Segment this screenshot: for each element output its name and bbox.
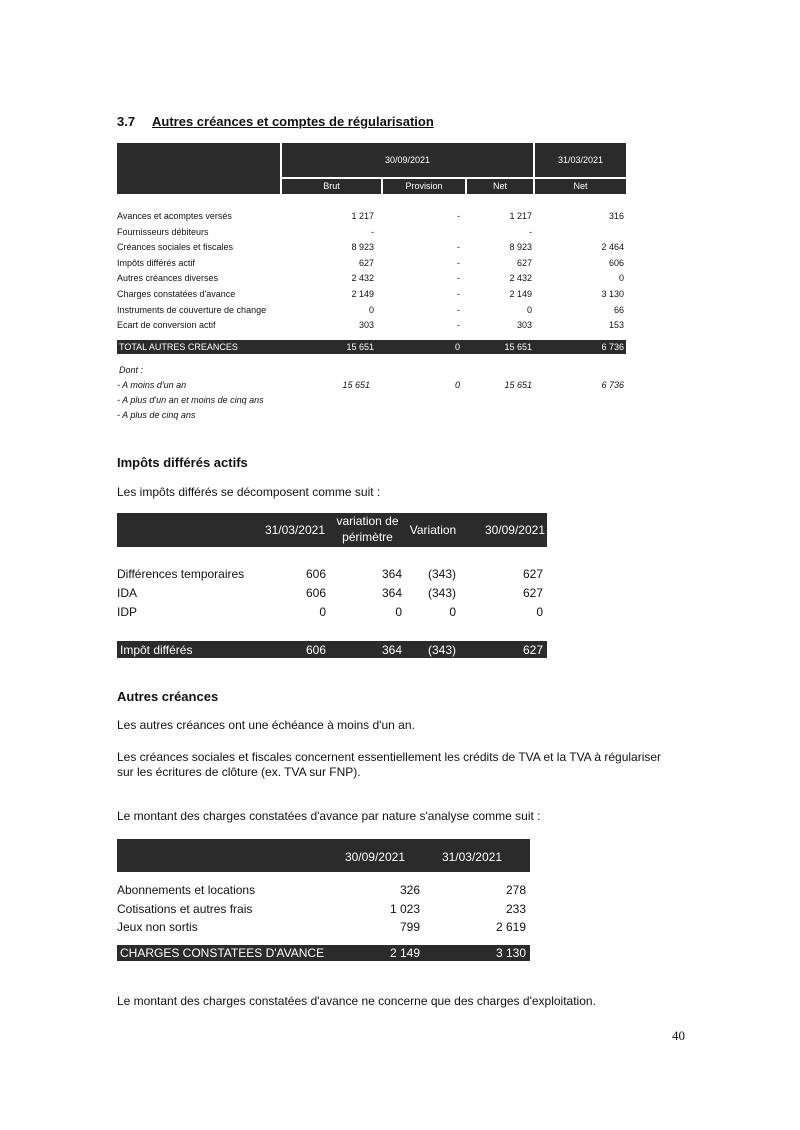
cca-row-label: Abonnements et locations — [117, 883, 256, 897]
table-row-label: Charges constatées d'avance — [117, 289, 236, 299]
table-cell-prev: 0 — [618, 273, 624, 283]
autres-p2-line1: Les créances sociales et fiscales concernent essentiellement les crédits de TVA et la TVA à régulariser — [117, 750, 662, 764]
table-cell-brut: 8 923 — [351, 242, 374, 252]
ida-intro: Les impôts différés se décomposent comme suit : — [117, 485, 381, 499]
cca-total-a: 2 149 — [389, 946, 420, 960]
ida-cell-c: (343) — [427, 567, 456, 581]
sub-net: Net — [492, 181, 507, 191]
table-cell-prev: 3 130 — [601, 289, 624, 299]
cca-cell-b: 278 — [505, 883, 526, 897]
table-row-label: Avances et acomptes versés — [117, 211, 232, 221]
table-cell-net: 627 — [516, 258, 532, 268]
ida-cell-a: 606 — [305, 586, 326, 600]
table-cell-prev: 2 464 — [601, 242, 624, 252]
dont-label: Dont : — [119, 365, 144, 375]
cca-total-b: 3 130 — [495, 946, 526, 960]
cca-cell-a: 799 — [399, 920, 420, 934]
table-cell-net: 1 217 — [509, 211, 532, 221]
ida-heading: Impôts différés actifs — [117, 455, 248, 470]
autres-heading: Autres créances — [117, 689, 219, 704]
ida-cell-b: 0 — [395, 605, 402, 619]
cca-row-label: Cotisations et autres frais — [117, 902, 253, 916]
ida-total-b: 364 — [381, 643, 402, 657]
autres-p1: Les autres créances ont une échéance à moins d'un an. — [117, 718, 415, 732]
ida-cell-b: 364 — [381, 567, 402, 581]
table-cell-net: 2 149 — [509, 289, 532, 299]
cca-row-label: Jeux non sortis — [117, 920, 198, 934]
table-row-label: Impôts différés actif — [117, 258, 195, 268]
dont-cell-prov: 0 — [454, 380, 460, 390]
table-cell-prev: 153 — [608, 320, 624, 330]
period-b: 31/03/2021 — [557, 155, 604, 165]
table-cell-prov: - — [457, 289, 460, 299]
table-cell-prov: - — [457, 273, 460, 283]
total-net: 15 651 — [504, 342, 532, 352]
table-row-label: Créances sociales et fiscales — [117, 242, 234, 252]
ida-total-a: 606 — [305, 643, 326, 657]
page-number: 40 — [672, 1028, 685, 1043]
total-prev: 6 736 — [601, 342, 624, 352]
cca-col1: 30/09/2021 — [344, 850, 405, 864]
table-row-label: Fournisseurs débiteurs — [117, 227, 209, 237]
table-cell-net: 2 432 — [509, 273, 532, 283]
sub-provision: Provision — [405, 181, 443, 191]
section-number: 3.7 — [117, 114, 136, 129]
table-cell-prov: - — [457, 320, 460, 330]
table-cell-prev: 66 — [613, 305, 624, 315]
ida-total-c: (343) — [427, 643, 456, 657]
ida-cell-b: 364 — [381, 586, 402, 600]
table-cell-net: 8 923 — [509, 242, 532, 252]
period-a: 30/09/2021 — [384, 155, 431, 165]
table-cell-prov: - — [457, 258, 460, 268]
ida-row-label: IDP — [117, 605, 138, 619]
table-cell-prov: - — [457, 211, 460, 221]
section-title: Autres créances et comptes de régularisation — [152, 114, 434, 129]
ida-row-label: Différences temporaires — [117, 567, 245, 581]
sub-brut: Brut — [323, 181, 340, 191]
table-cell-brut: 0 — [368, 305, 374, 315]
cca-cell-a: 1 023 — [389, 902, 420, 916]
dont-cell-net: 15 651 — [504, 380, 532, 390]
autres-p3: Le montant des charges constatées d'avance par nature s'analyse comme suit : — [117, 809, 541, 823]
total-label: TOTAL AUTRES CREANCES — [119, 342, 238, 352]
ida-col4: 30/09/2021 — [484, 523, 545, 537]
table-cell-prev: 316 — [608, 211, 624, 221]
dont-row-label: - A plus de cinq ans — [117, 410, 196, 420]
autres-p2-line2: sur les écritures de clôture (ex. TVA sur FNP). — [117, 765, 361, 779]
ida-cell-c: (343) — [427, 586, 456, 600]
ida-row-label: IDA — [117, 586, 138, 600]
cca-cell-b: 233 — [505, 902, 526, 916]
cca-cell-a: 326 — [399, 883, 420, 897]
ida-col2-line1: variation de — [336, 514, 399, 528]
ida-total-label: Impôt différés — [120, 643, 193, 657]
cca-total-label: CHARGES CONSTATEES D'AVANCE — [120, 946, 325, 960]
table-row-label: Ecart de conversion actif — [117, 320, 216, 330]
ida-cell-c: 0 — [449, 605, 456, 619]
table-cell-prov: - — [457, 305, 460, 315]
table-cell-brut: 1 217 — [351, 211, 374, 221]
table-cell-brut: 2 149 — [351, 289, 374, 299]
ida-cell-d: 627 — [522, 567, 543, 581]
ida-cell-a: 0 — [319, 605, 326, 619]
ida-cell-a: 606 — [305, 567, 326, 581]
footer-text: Le montant des charges constatées d'avance ne concerne que des charges d'exploitation. — [117, 994, 596, 1008]
table-cell-net: 0 — [526, 305, 532, 315]
table-cell-net: 303 — [516, 320, 532, 330]
ida-cell-d: 627 — [522, 586, 543, 600]
total-prov: 0 — [454, 342, 460, 352]
sub-net-b: Net — [573, 181, 588, 191]
cca-col2: 31/03/2021 — [441, 850, 502, 864]
ida-col2-line2: périmètre — [342, 530, 393, 544]
table-cell-brut: 2 432 — [351, 273, 374, 283]
ida-cell-d: 0 — [536, 605, 543, 619]
dont-row-label: - A moins d'un an — [117, 380, 187, 390]
table-row-label: Autres créances diverses — [117, 273, 219, 283]
dont-cell-brut: 15 651 — [342, 380, 370, 390]
ida-col3: Variation — [409, 523, 457, 537]
total-brut: 15 651 — [346, 342, 374, 352]
table-cell-net: - — [529, 227, 532, 237]
table-cell-brut: 627 — [358, 258, 374, 268]
cca-cell-b: 2 619 — [495, 920, 526, 934]
table-cell-brut: - — [371, 227, 374, 237]
table-cell-prov: - — [457, 242, 460, 252]
table-cell-brut: 303 — [358, 320, 374, 330]
table-row-label: Instruments de couverture de change — [117, 305, 267, 315]
ida-col1: 31/03/2021 — [264, 523, 325, 537]
ida-total-d: 627 — [522, 643, 543, 657]
dont-cell-prev: 6 736 — [601, 380, 624, 390]
dont-row-label: - A plus d'un an et moins de cinq ans — [117, 395, 264, 405]
table-cell-prev: 606 — [608, 258, 624, 268]
